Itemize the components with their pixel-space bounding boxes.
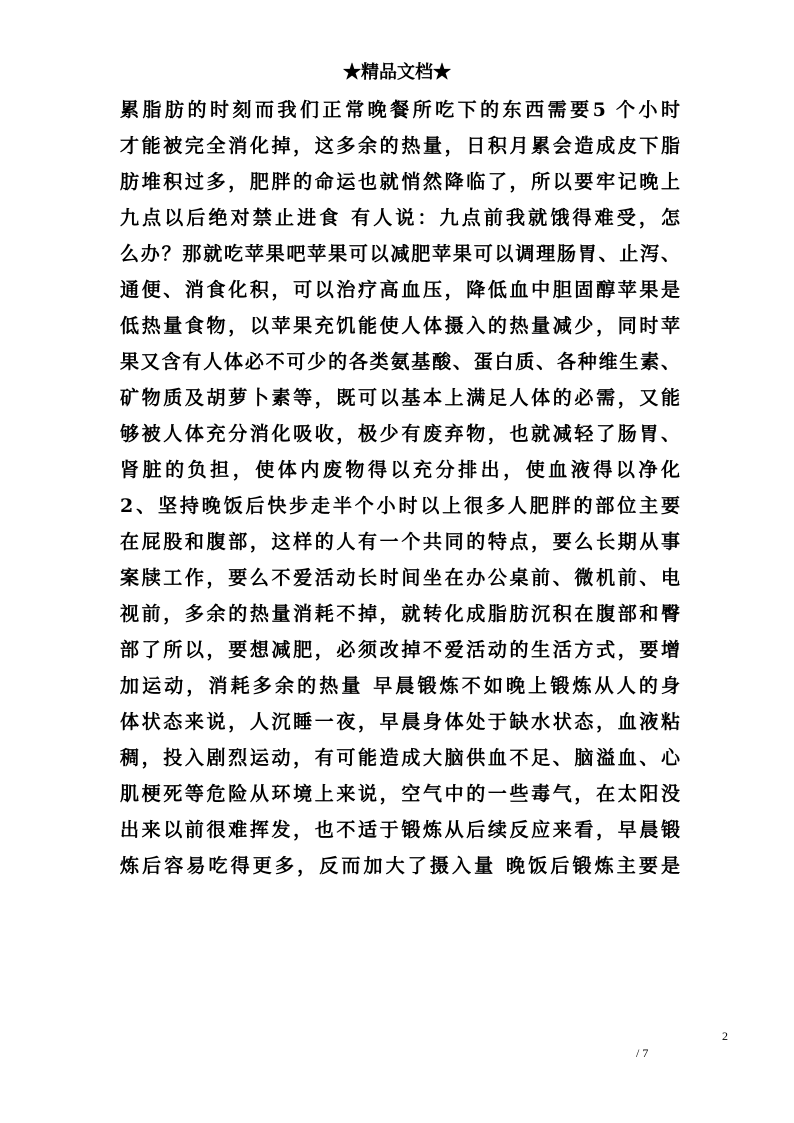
text-line: 才能被完全消化掉，这多余的热量，日积月累会造成皮下脂	[120, 135, 680, 157]
text-line: 通便、消食化积，可以治疗高血压，降低血中胆固醇苹果是	[120, 279, 680, 301]
text-line: 在屁股和腹部，这样的人有一个共同的特点，要么长期从事	[120, 531, 680, 553]
text-line: 炼后容易吃得更多，反而加大了摄入量 晚饭后锻炼主要是	[120, 855, 680, 877]
text-line: 案牍工作，要么不爱活动长时间坐在办公桌前、微机前、电	[120, 567, 680, 589]
text-line: 果又含有人体必不可少的各类氨基酸、蛋白质、各种维生素、	[120, 351, 680, 373]
text-line: 累脂肪的时刻而我们正常晚餐所吃下的东西需要5 个小时	[120, 99, 680, 121]
text-line: 体状态来说，人沉睡一夜，早晨身体处于缺水状态，血液粘	[120, 711, 680, 733]
text-line: 视前，多余的热量消耗不掉，就转化成脂肪沉积在腹部和臀	[120, 603, 680, 625]
page-number: 2	[722, 1029, 728, 1043]
document-body	[120, 92, 680, 884]
text-line: 九点以后绝对禁止进食 有人说：九点前我就饿得难受，怎	[120, 207, 680, 229]
text-line: 肪堆积过多，肥胖的命运也就悄然降临了，所以要牢记晚上	[120, 171, 680, 193]
text-line: 矿物质及胡萝卜素等，既可以基本上满足人体的必需，又能	[120, 387, 680, 409]
text-line: 么办？那就吃苹果吧苹果可以减肥苹果可以调理肠胃、止泻、	[120, 243, 680, 265]
text-line: 够被人体充分消化吸收，极少有废弃物，也就减轻了肠胃、	[120, 423, 680, 445]
text-line: 低热量食物，以苹果充饥能使人体摄入的热量减少，同时苹	[120, 315, 680, 337]
text-line: 出来以前很难挥发，也不适于锻炼从后续反应来看，早晨锻	[120, 819, 680, 841]
text-line: 肌梗死等危险从环境上来说，空气中的一些毒气，在太阳没	[120, 783, 680, 805]
document-header: ★精品文档★	[343, 62, 451, 83]
text-line: 加运动，消耗多余的热量 早晨锻炼不如晚上锻炼从人的身	[120, 675, 680, 697]
text-line: 肾脏的负担，使体内废物得以充分排出，使血液得以净化	[120, 459, 680, 481]
text-line: 2、坚持晚饭后快步走半个小时以上很多人肥胖的部位主要	[120, 495, 680, 517]
text-line: 部了所以，要想减肥，必须改掉不爱活动的生活方式，要增	[120, 639, 680, 661]
text-line: 稠，投入剧烈运动，有可能造成大脑供血不足、脑溢血、心	[120, 747, 680, 769]
page-total: / 7	[636, 1046, 649, 1060]
